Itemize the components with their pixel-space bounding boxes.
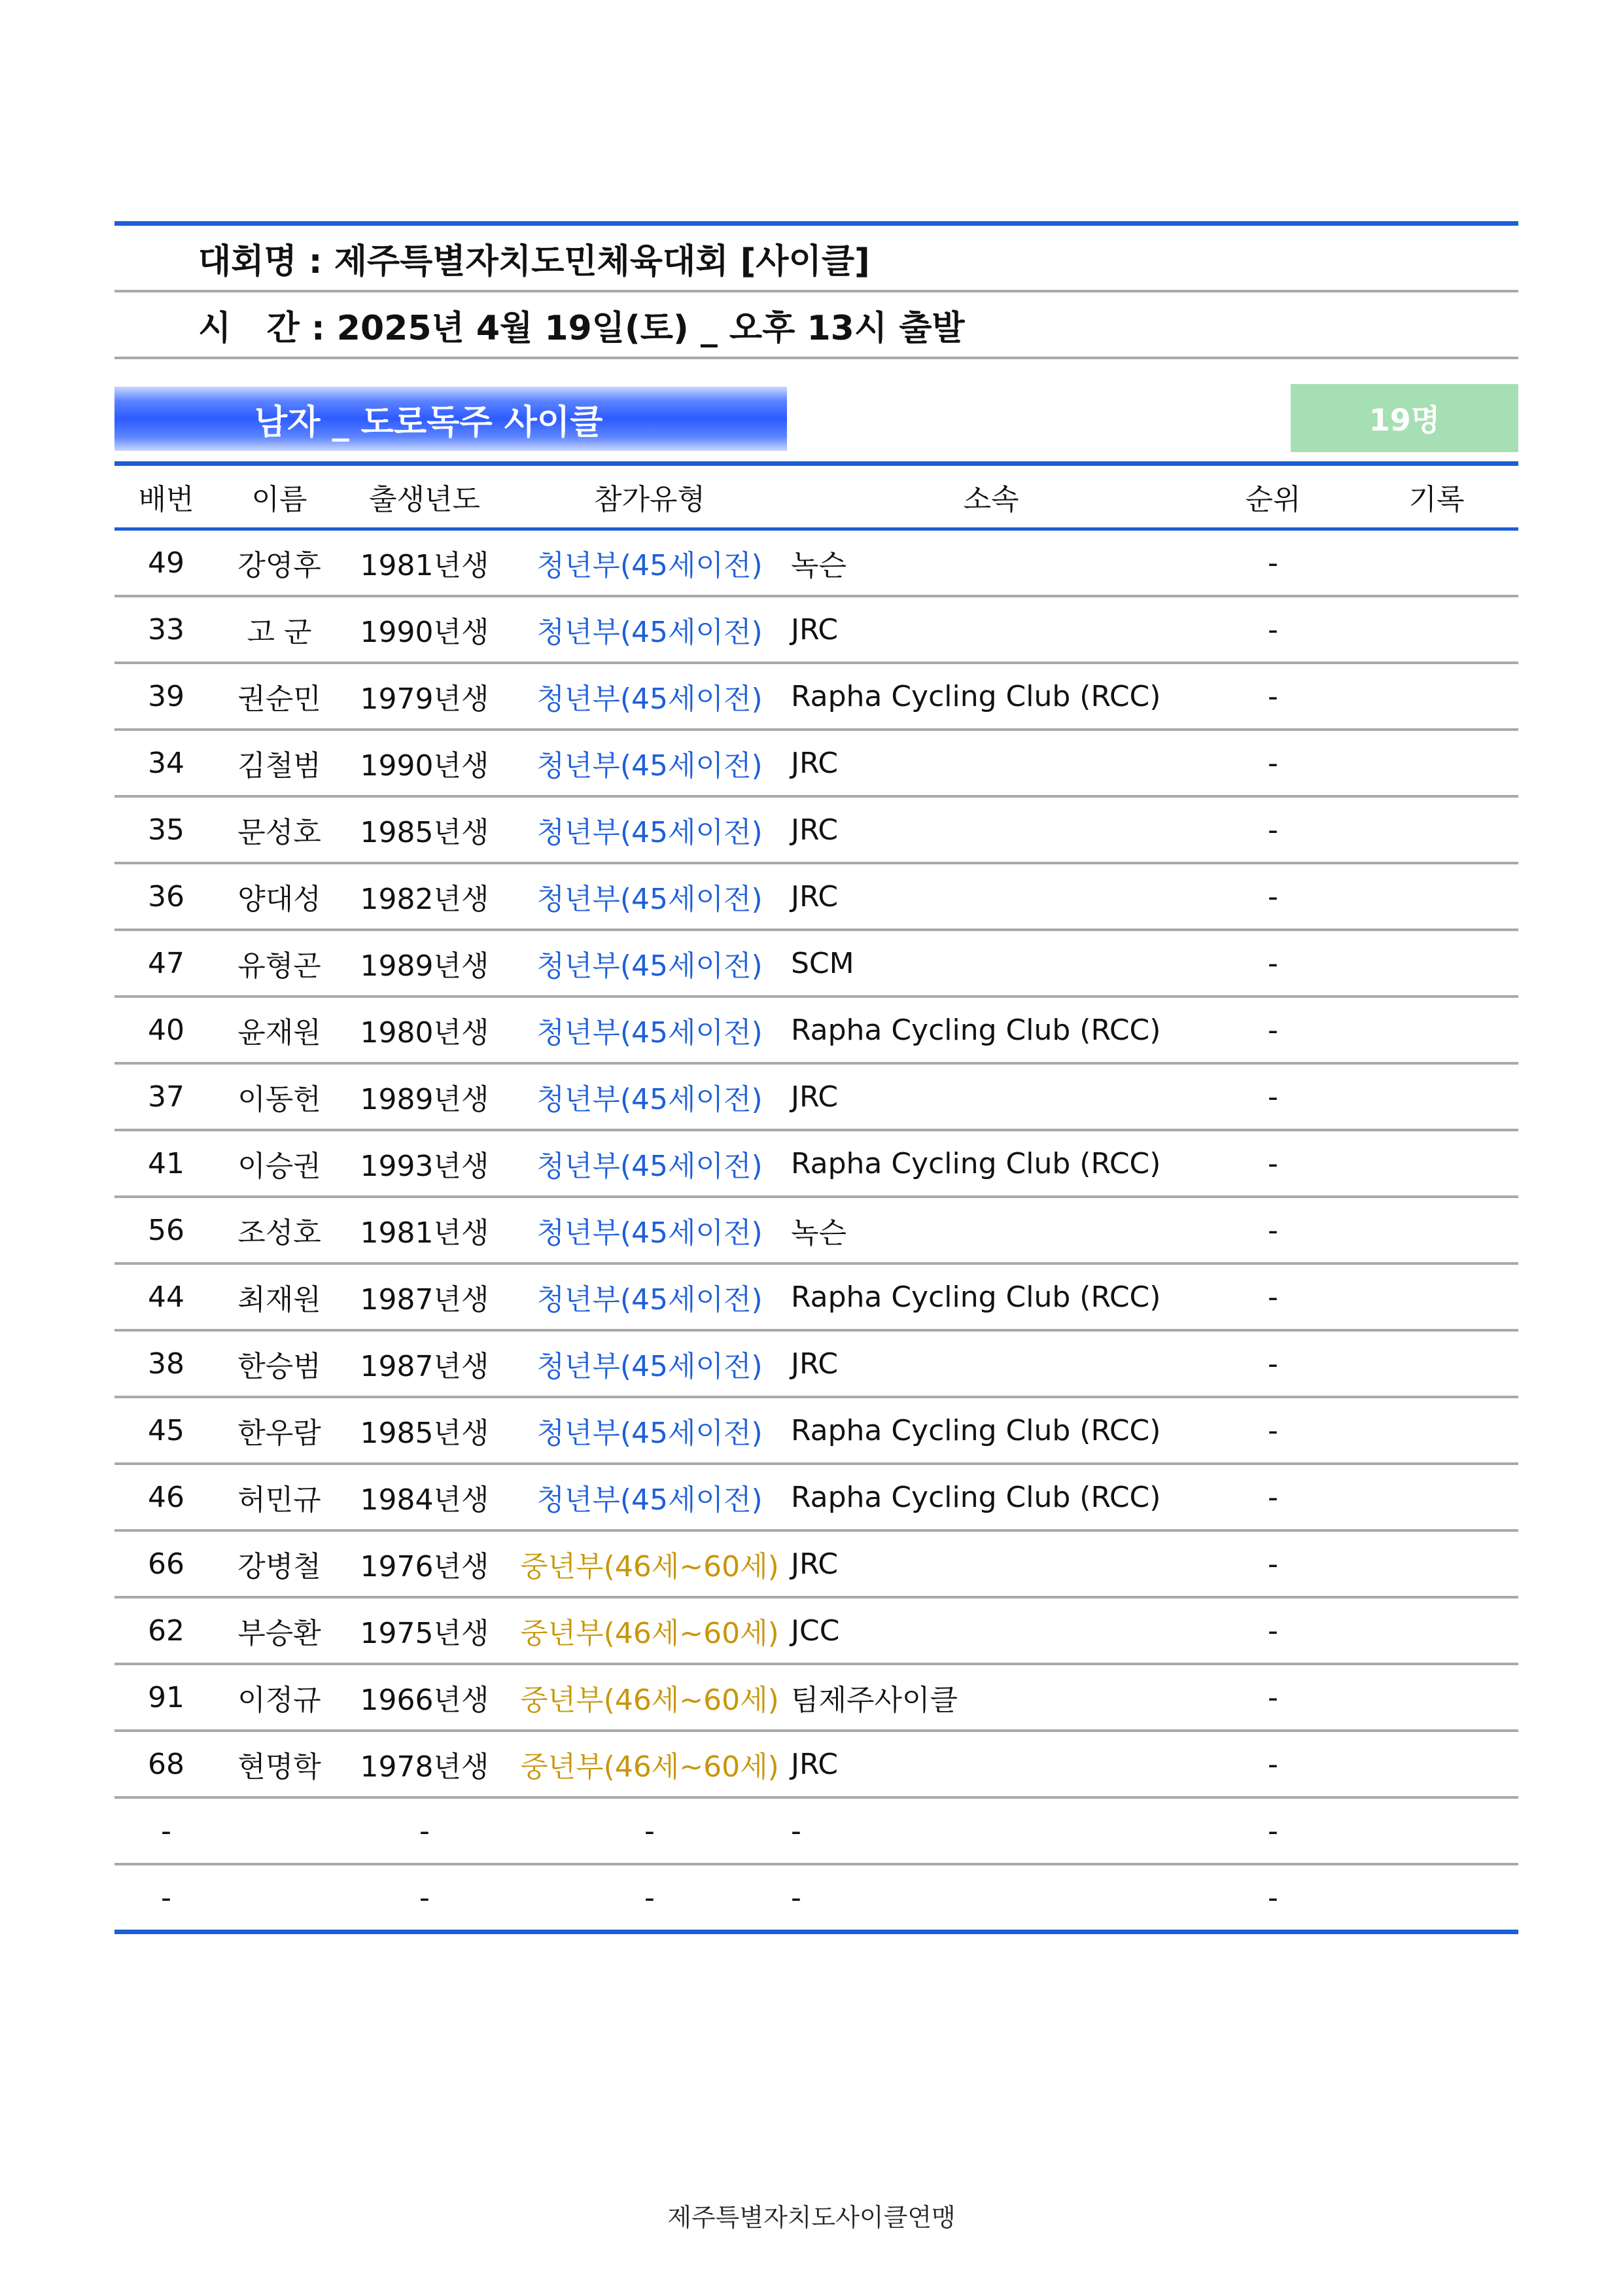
cell-bib: 46 <box>148 1480 184 1514</box>
cell-rank: - <box>1268 1614 1278 1648</box>
cell-bib: - <box>161 1881 171 1915</box>
table-row <box>114 1665 1518 1729</box>
cell-club: - <box>791 1814 801 1848</box>
table-row <box>114 597 1518 662</box>
cell-birth-year: 1966년생 <box>360 1684 489 1717</box>
cell-bib: 38 <box>148 1347 184 1381</box>
event-time: 시 간 : 2025년 4월 19일(토) _ 오후 13시 출발 <box>198 308 965 348</box>
cell-club: 녹슨 <box>791 1216 847 1250</box>
cell-birth-year: - <box>419 1881 430 1915</box>
cell-name: 허민규 <box>237 1483 321 1517</box>
cell-birth-year: 1982년생 <box>360 883 489 916</box>
table-row <box>114 1131 1518 1195</box>
table-row <box>114 998 1518 1062</box>
cell-rank: - <box>1268 1080 1278 1114</box>
cell-type: 청년부(45세이전) <box>536 1016 763 1050</box>
cell-type: 청년부(45세이전) <box>536 816 763 849</box>
header-type: 참가유형 <box>593 483 705 516</box>
results-sheet <box>114 221 1518 1934</box>
cell-type: - <box>644 1814 655 1848</box>
cell-birth-year: 1981년생 <box>360 549 489 582</box>
table-row <box>114 731 1518 795</box>
cell-name: 김철범 <box>237 749 321 783</box>
cell-club: - <box>791 1881 801 1915</box>
cell-club: Rapha Cycling Club (RCC) <box>791 1413 1161 1447</box>
table-row <box>114 1332 1518 1396</box>
cell-name: 고 군 <box>247 616 312 649</box>
cell-club: JRC <box>791 1080 839 1114</box>
cell-club: JRC <box>791 1347 839 1381</box>
table-row <box>114 1465 1518 1529</box>
header-birth-year: 출생년도 <box>368 483 480 516</box>
cell-rank: - <box>1268 1347 1278 1381</box>
cell-rank: - <box>1268 946 1278 980</box>
table-bottom-rule <box>114 1930 1518 1934</box>
table-row <box>114 1799 1518 1863</box>
header-club: 소속 <box>963 483 1019 516</box>
table-row <box>114 1732 1518 1796</box>
cell-birth-year: 1976년생 <box>360 1550 489 1583</box>
cell-rank: - <box>1268 813 1278 847</box>
cell-rank: - <box>1268 1213 1278 1247</box>
cell-rank: - <box>1268 679 1278 713</box>
cell-rank: - <box>1268 879 1278 913</box>
cell-type: 청년부(45세이전) <box>536 749 763 783</box>
cell-bib: 40 <box>148 1013 184 1047</box>
cell-bib: 49 <box>148 546 184 580</box>
cell-birth-year: 1980년생 <box>360 1016 489 1050</box>
cell-type: 청년부(45세이전) <box>536 1216 763 1250</box>
cell-birth-year: 1985년생 <box>360 816 489 849</box>
table-row <box>114 1532 1518 1596</box>
cell-type: 청년부(45세이전) <box>536 549 763 582</box>
cell-club: Rapha Cycling Club (RCC) <box>791 1146 1161 1180</box>
cell-club: JRC <box>791 612 839 646</box>
cell-club: JRC <box>791 879 839 913</box>
cell-club: 녹슨 <box>791 549 847 582</box>
table-row <box>114 864 1518 928</box>
cell-name: 한승범 <box>237 1350 321 1383</box>
table-row <box>114 664 1518 728</box>
category-row <box>114 359 1518 461</box>
cell-birth-year: 1981년생 <box>360 1216 489 1250</box>
cell-type: 청년부(45세이전) <box>536 1417 763 1450</box>
table-row <box>114 1598 1518 1663</box>
cell-name: 이동헌 <box>237 1083 321 1116</box>
cell-type: 중년부(46세~60세) <box>520 1750 779 1784</box>
cell-type: 청년부(45세이전) <box>536 1283 763 1316</box>
cell-bib: 66 <box>148 1547 184 1581</box>
cell-rank: - <box>1268 1747 1278 1781</box>
cell-name: 조성호 <box>237 1216 321 1250</box>
cell-rank: - <box>1268 1013 1278 1047</box>
table-row <box>114 931 1518 995</box>
table-top-rule <box>114 461 1518 466</box>
cell-name: 한우람 <box>237 1417 321 1450</box>
cell-bib: 34 <box>148 746 184 780</box>
cell-club: JRC <box>791 813 839 847</box>
cell-name: 강병철 <box>237 1550 321 1583</box>
cell-name: 최재원 <box>237 1283 321 1316</box>
cell-type: 중년부(46세~60세) <box>520 1684 779 1717</box>
table-row <box>114 1065 1518 1129</box>
cell-name: 문성호 <box>237 816 321 849</box>
cell-rank: - <box>1268 1146 1278 1180</box>
cell-birth-year: 1978년생 <box>360 1750 489 1784</box>
cell-rank: - <box>1268 1280 1278 1314</box>
cell-rank: - <box>1268 1413 1278 1447</box>
table-body <box>114 531 1518 1930</box>
cell-birth-year: 1984년생 <box>360 1483 489 1517</box>
cell-name: 강영후 <box>237 549 321 582</box>
header-record: 기록 <box>1408 483 1465 516</box>
cell-type: 청년부(45세이전) <box>536 883 763 916</box>
cell-club: SCM <box>791 946 854 980</box>
cell-birth-year: 1989년생 <box>360 949 489 983</box>
cell-bib: 45 <box>148 1413 184 1447</box>
cell-bib: 44 <box>148 1280 184 1314</box>
event-title: 대회명 : 제주특별자치도민체육대회 [사이클] <box>198 241 870 281</box>
cell-rank: - <box>1268 1480 1278 1514</box>
cell-club: Rapha Cycling Club (RCC) <box>791 1013 1161 1047</box>
table-row <box>114 1398 1518 1462</box>
cell-name: 유형곤 <box>237 949 321 983</box>
cell-name: 권순민 <box>237 682 321 716</box>
table-header <box>114 466 1518 527</box>
cell-name: 이정규 <box>237 1684 321 1717</box>
cell-bib: 56 <box>148 1213 184 1247</box>
header-rank: 순위 <box>1245 483 1301 516</box>
cell-birth-year: 1993년생 <box>360 1150 489 1183</box>
cell-type: 청년부(45세이전) <box>536 1350 763 1383</box>
cell-bib: 41 <box>148 1146 184 1180</box>
header-name: 이름 <box>251 483 307 516</box>
cell-rank: - <box>1268 1814 1278 1848</box>
cell-birth-year: - <box>419 1814 430 1848</box>
cell-name: 이승권 <box>237 1150 321 1183</box>
cell-club: Rapha Cycling Club (RCC) <box>791 1280 1161 1314</box>
cell-birth-year: 1979년생 <box>360 682 489 716</box>
cell-rank: - <box>1268 546 1278 580</box>
cell-birth-year: 1985년생 <box>360 1417 489 1450</box>
cell-name: 윤재원 <box>237 1016 321 1050</box>
cell-type: 청년부(45세이전) <box>536 1150 763 1183</box>
cell-type: 중년부(46세~60세) <box>520 1617 779 1650</box>
cell-bib: 39 <box>148 679 184 713</box>
cell-birth-year: 1990년생 <box>360 616 489 649</box>
cell-bib: 68 <box>148 1747 184 1781</box>
cell-type: 청년부(45세이전) <box>536 616 763 649</box>
cell-bib: - <box>161 1814 171 1848</box>
participant-count-badge: 19명 <box>1291 384 1518 452</box>
category-banner: 남자 _ 도로독주 사이클 <box>114 387 787 451</box>
cell-club: Rapha Cycling Club (RCC) <box>791 679 1161 713</box>
cell-rank: - <box>1268 1680 1278 1714</box>
cell-club: 팀제주사이클 <box>791 1684 958 1717</box>
cell-name: 부승환 <box>237 1617 321 1650</box>
cell-birth-year: 1990년생 <box>360 749 489 783</box>
cell-bib: 91 <box>148 1680 184 1714</box>
footer-organization: 제주특별자치도사이클연맹 <box>667 2203 956 2232</box>
cell-name: 현명학 <box>237 1750 321 1784</box>
table-row <box>114 1265 1518 1329</box>
cell-type: 청년부(45세이전) <box>536 949 763 983</box>
cell-bib: 62 <box>148 1614 184 1648</box>
cell-name: 양대성 <box>237 883 321 916</box>
cell-type: - <box>644 1881 655 1915</box>
cell-type: 중년부(46세~60세) <box>520 1550 779 1583</box>
cell-type: 청년부(45세이전) <box>536 1483 763 1517</box>
cell-club: JCC <box>791 1614 840 1648</box>
cell-bib: 35 <box>148 813 184 847</box>
cell-birth-year: 1989년생 <box>360 1083 489 1116</box>
cell-birth-year: 1975년생 <box>360 1617 489 1650</box>
cell-birth-year: 1987년생 <box>360 1283 489 1316</box>
cell-rank: - <box>1268 1881 1278 1915</box>
table-row <box>114 1198 1518 1262</box>
cell-type: 청년부(45세이전) <box>536 682 763 716</box>
table-row <box>114 798 1518 862</box>
table-row <box>114 1865 1518 1930</box>
cell-club: JRC <box>791 1747 839 1781</box>
cell-rank: - <box>1268 612 1278 646</box>
top-blue-rule <box>114 221 1518 226</box>
cell-bib: 37 <box>148 1080 184 1114</box>
cell-club: Rapha Cycling Club (RCC) <box>791 1480 1161 1514</box>
cell-club: JRC <box>791 746 839 780</box>
cell-bib: 33 <box>148 612 184 646</box>
cell-bib: 36 <box>148 879 184 913</box>
cell-birth-year: 1987년생 <box>360 1350 489 1383</box>
cell-type: 청년부(45세이전) <box>536 1083 763 1116</box>
cell-rank: - <box>1268 1547 1278 1581</box>
cell-rank: - <box>1268 746 1278 780</box>
header-bib: 배번 <box>138 483 194 516</box>
cell-bib: 47 <box>148 946 184 980</box>
cell-club: JRC <box>791 1547 839 1581</box>
table-row <box>114 531 1518 595</box>
